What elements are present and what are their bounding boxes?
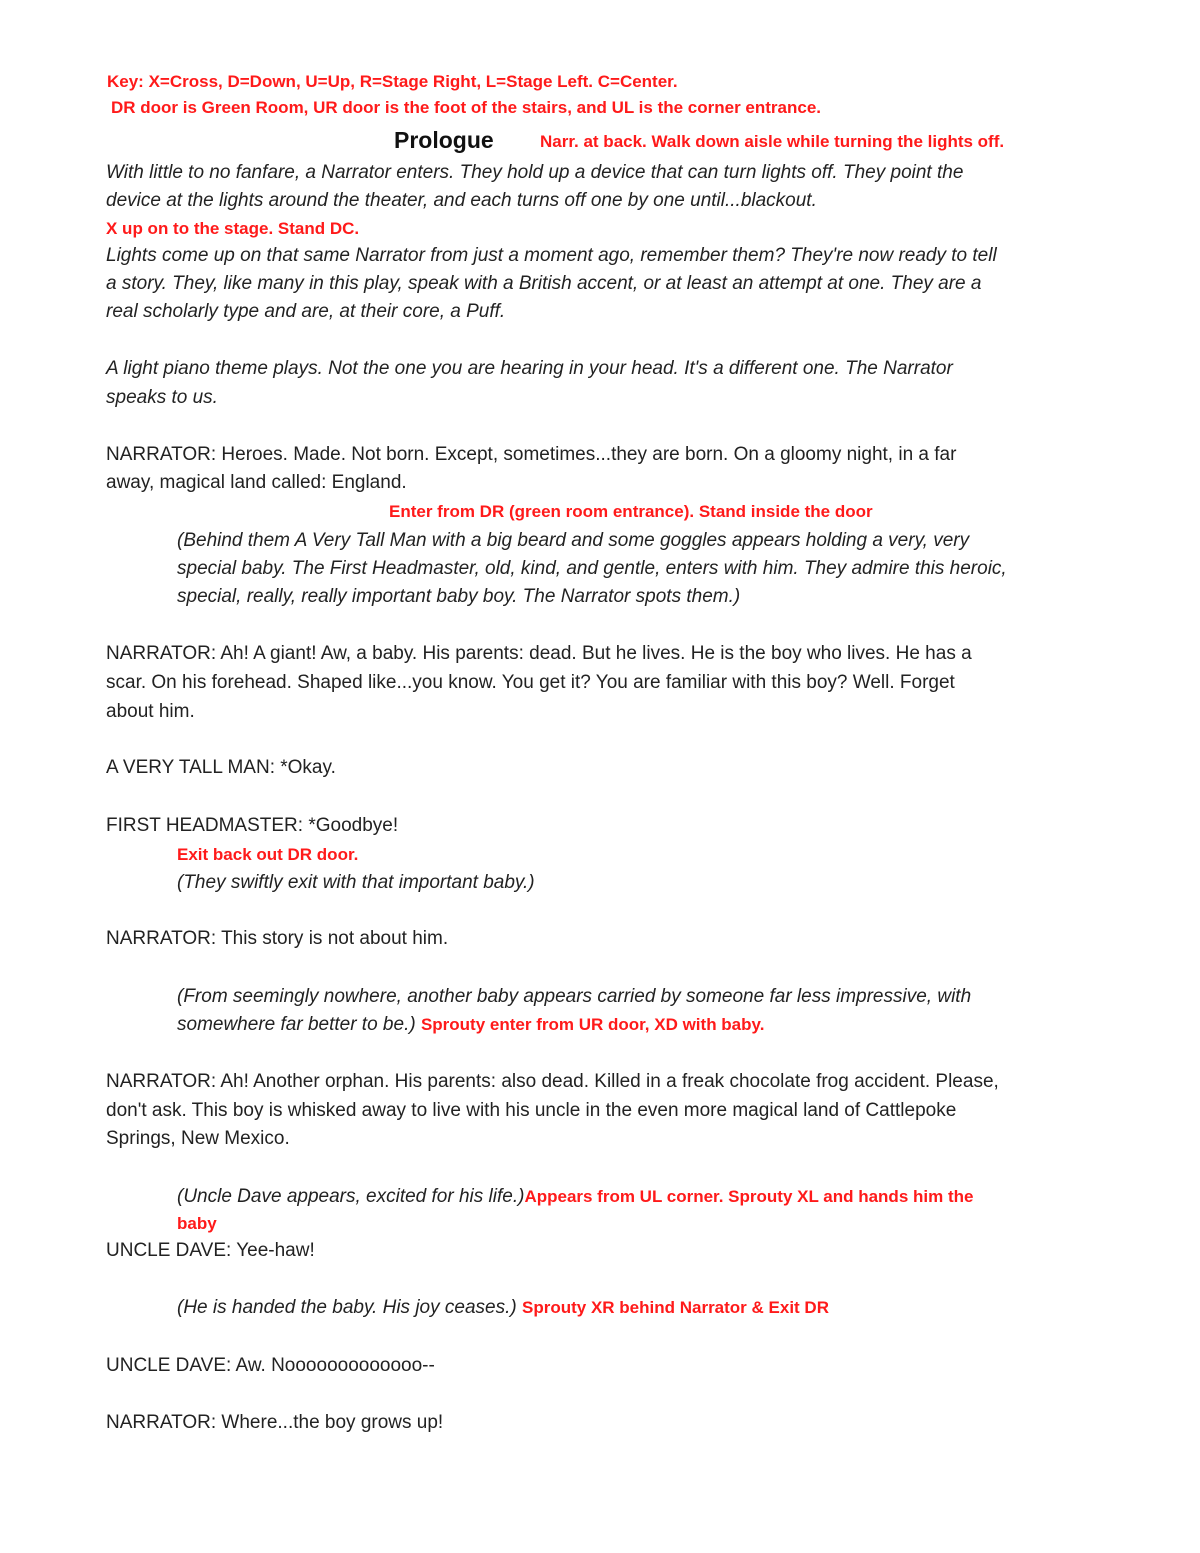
dialogue-line: NARRATOR: Where...the boy grows up! xyxy=(106,1412,444,1433)
dialogue-line: UNCLE DAVE: Aw. Nooooooooooooo-- xyxy=(106,1355,435,1376)
stage-direction-with-note xyxy=(177,1013,764,1037)
dialogue-line: NARRATOR: This story is not about him. xyxy=(106,928,449,949)
blocking-note: Sprouty enter from UR door, XD with baby. xyxy=(420,1015,765,1034)
stage-direction: With little to no fanfare, a Narrator enters. They hold up a device that can turn lights off. They point the xyxy=(106,162,964,183)
stage-direction-with-note xyxy=(177,1296,829,1320)
stage-direction: Lights come up on that same Narrator from just a moment ago, remember them? They're now ready to tell xyxy=(106,245,997,266)
dialogue-line: A VERY TALL MAN: *Okay. xyxy=(106,757,336,778)
stage-direction: A light piano theme plays. Not the one you are hearing in your head. It's a different one. The Narrator xyxy=(106,358,953,379)
stage-direction: (From seemingly nowhere, another baby appears carried by someone far less impressive, with xyxy=(177,986,972,1007)
stage-direction-with-note xyxy=(177,1185,973,1209)
stage-direction: (Behind them A Very Tall Man with a big beard and some goggles appears holding a very, very xyxy=(177,530,970,551)
dialogue-line: UNCLE DAVE: Yee-haw! xyxy=(106,1240,315,1261)
dialogue-line: NARRATOR: Ah! Another orphan. His parents: also dead. Killed in a freak chocolate frog accident. Please, xyxy=(106,1071,999,1092)
stage-direction: (They swiftly exit with that important baby.) xyxy=(177,872,535,893)
stage-direction: special, really, really important baby boy. The Narrator spots them.) xyxy=(177,586,741,607)
dialogue-line: scar. On his forehead. Shaped like...you know. You get it? You are familiar with this boy? Well. Forget xyxy=(106,672,955,693)
stage-direction: speaks to us. xyxy=(106,387,218,408)
blocking-note: Appears from UL corner. Sprouty XL and hands him the xyxy=(524,1187,974,1206)
stage-direction: (He is handed the baby. His joy ceases.) xyxy=(177,1297,517,1318)
stage-direction: real scholarly type and are, at their core, a Puff. xyxy=(106,301,506,322)
dialogue-line: NARRATOR: Heroes. Made. Not born. Except, sometimes...they are born. On a gloomy night, in a far xyxy=(106,444,957,465)
dialogue-line: away, magical land called: England. xyxy=(106,472,407,493)
blocking-note-title: Narr. at back. Walk down aisle while turning the lights off. xyxy=(540,132,1005,151)
stage-direction: (Uncle Dave appears, excited for his life.) xyxy=(177,1186,525,1207)
key-doors-note: DR door is Green Room, UR door is the foot of the stairs, and UL is the corner entrance. xyxy=(111,98,822,117)
dialogue-line: don't ask. This boy is whisked away to live with his uncle in the even more magical land of Cattlepoke xyxy=(106,1100,957,1121)
dialogue-line: FIRST HEADMASTER: *Goodbye! xyxy=(106,815,399,836)
blocking-note: Enter from DR (green room entrance). Stand inside the door xyxy=(389,502,873,521)
blocking-note: Exit back out DR door. xyxy=(177,845,359,864)
section-title: Prologue xyxy=(394,127,494,153)
blocking-note: Sprouty XR behind Narrator & Exit DR xyxy=(522,1298,829,1317)
stage-direction: somewhere far better to be.) xyxy=(177,1014,416,1035)
stage-direction: a story. They, like many in this play, speak with a British accent, or at least an attempt at one. They are a xyxy=(106,273,982,294)
stage-direction: device at the lights around the theater, and each turns off one by one until...blackout. xyxy=(106,190,817,211)
dialogue-line: Springs, New Mexico. xyxy=(106,1128,290,1149)
blocking-note: baby xyxy=(177,1214,217,1233)
dialogue-line: about him. xyxy=(106,701,195,722)
dialogue-line: NARRATOR: Ah! A giant! Aw, a baby. His parents: dead. But he lives. He is the boy who lives. He has a xyxy=(106,643,972,664)
blocking-note: X up on to the stage. Stand DC. xyxy=(106,219,360,238)
key-legend: Key: X=Cross, D=Down, U=Up, R=Stage Right, L=Stage Left. C=Center. xyxy=(107,72,678,91)
stage-direction: special baby. The First Headmaster, old, kind, and gentle, enters with him. They admire this heroic, xyxy=(177,558,1007,579)
